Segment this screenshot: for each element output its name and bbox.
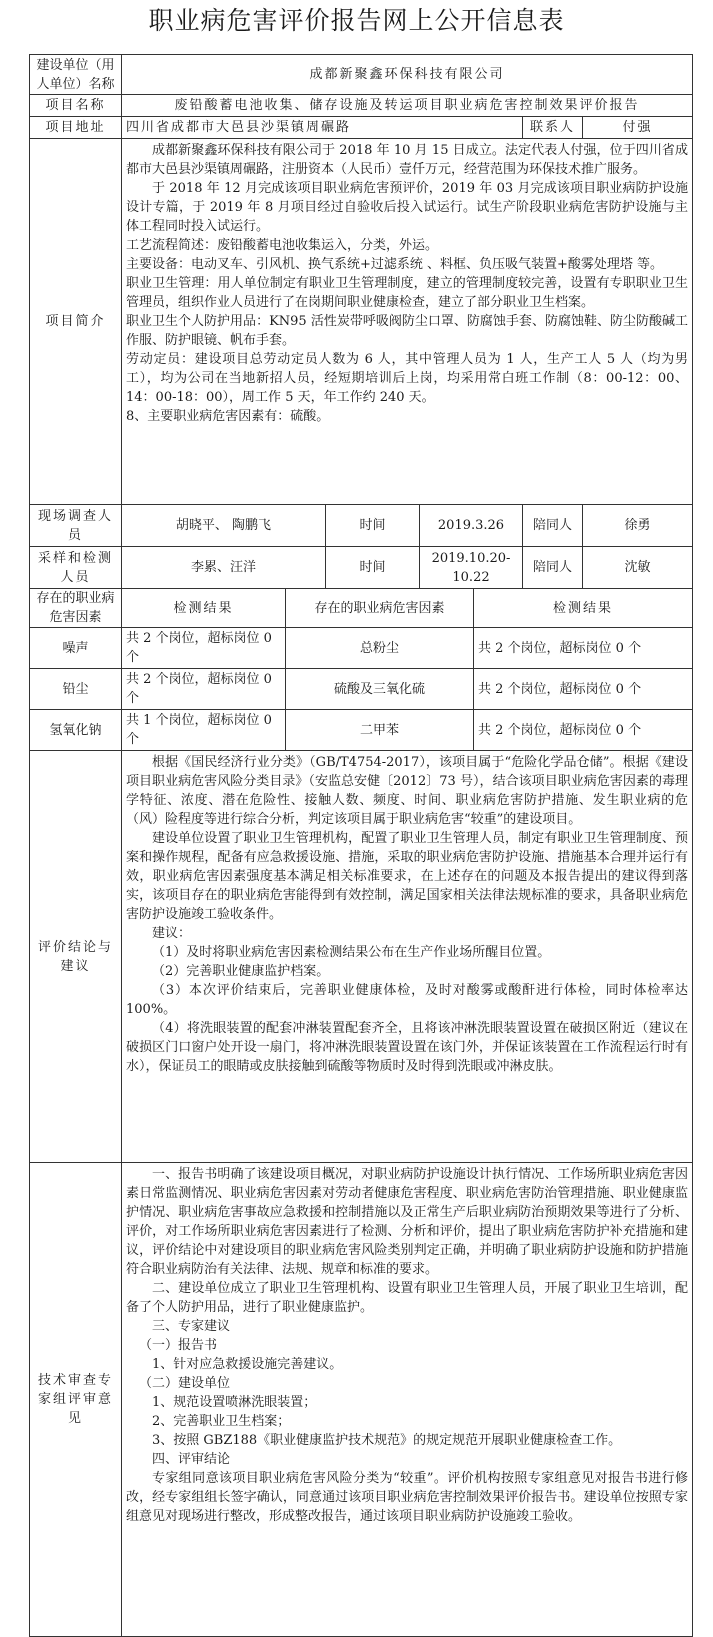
survey-label: 现场调查人员: [30, 505, 122, 547]
contact-label: 联系人: [523, 117, 583, 139]
page-title: 职业病危害评价报告网上公开信息表: [148, 6, 565, 35]
intro-content: [122, 139, 693, 505]
hazard-col-factor-2: 存在的职业病危害因素: [286, 589, 474, 628]
conclusion-paragraph: 根据《国民经济行业分类》（GB/T4754-2017），该项目属于“危险化学品仓储”。根据《建设项目职业病危害风险分类目录》（安监总安健〔2012〕73 号），结合该项目职业病危害因素的毒理学特征、浓度、潜在危险性、接触人数、频度、时间、职业病危害防护措施、发生职业病的危（风）险程度等进行综合分析，判定该项目属于职业病危害“较重”的建设项目。: [126, 755, 689, 827]
hazard-factor: 硫酸及三氧化硫: [286, 669, 474, 710]
review-paragraph: 2、完善职业卫生档案；: [152, 1414, 291, 1429]
review-paragraph: 三、专家建议: [152, 1319, 231, 1334]
review-row: [30, 1163, 693, 1637]
conclusion-paragraph: 建设单位设置了职业卫生管理机构，配置了职业卫生管理人员，制定有职业卫生管理制度、预案和操作规程，配备有应急救援设施、措施，采取的职业病危害防护设施、措施基本合理并运行有效，职业病危害因素强度基本满足相关标准要求，在上述存在的问题及本报告提出的建议得到落实，该项目存在的职业病危害能得到有效控制，满足国家相关法律法规标准的要求，具备职业病危害防护设施竣工验收条件。: [126, 831, 689, 922]
unit-value: 成都新聚鑫环保科技有限公司: [122, 55, 693, 95]
intro-paragraph: 工艺流程简述：废铅酸蓄电池收集运入，分类，外运。: [126, 238, 439, 253]
intro-paragraph: 成都新聚鑫环保科技有限公司于 2018 年 10 月 15 日成立。法定代表人付强，位于四川省成都市大邑县沙渠镇周碾路，注册资本（人民币）壹仟万元，经营范围为环保技术推广服务。: [126, 143, 689, 177]
hazard-col-factor: 存在的职业病危害因素: [30, 589, 122, 628]
survey-acc-label: 陪同人: [523, 505, 583, 547]
hazard-header-row: [30, 589, 693, 628]
hazard-col-result-2: 检测结果: [474, 589, 693, 628]
review-label: 技术审查专家组评审意见: [30, 1163, 122, 1637]
intro-paragraph: 职业卫生管理：用人单位制定有职业卫生管理制度，建立的管理制度较完善，设置有专职职业卫生管理员，组织作业人员进行了在岗期间职业健康检查，建立了部分职业卫生档案。: [126, 276, 689, 310]
hazard-factor: 总粉尘: [286, 628, 474, 669]
project-label: 项目名称: [30, 95, 122, 117]
intro-paragraph: 主要设备：电动叉车、引风机、换气系统+过滤系统 、料框、负压吸气装置+酸雾处理塔 等。: [126, 257, 664, 272]
unit-label: 建设单位（用人单位）名称: [30, 55, 122, 95]
hazard-factor: 氢氧化钠: [30, 710, 122, 751]
hazard-result: 共 2 个岗位，超标岗位 0 个: [474, 628, 693, 669]
address-value: 四川省成都市大邑县沙渠镇周碾路: [122, 117, 523, 139]
unit-row: [30, 55, 693, 95]
review-paragraph: 四、评审结论: [152, 1452, 231, 1467]
review-paragraph: 二、建设单位成立了职业卫生管理机构、设置有职业卫生管理人员，开展了职业卫生培训，配备了个人防护用品，进行了职业健康监护。: [126, 1281, 689, 1315]
sampling-people: 李累、汪洋: [122, 547, 326, 589]
suggestion-item: （3）本次评价结束后，完善职业健康体检，及时对酸雾或酸酐进行体检，同时体检率达 100%。: [126, 983, 689, 1017]
info-table: [29, 54, 693, 1637]
conclusion-label: 评价结论与建议: [30, 751, 122, 1163]
hazard-result: 共 1 个岗位，超标岗位 0 个: [122, 710, 286, 751]
conclusion-paragraph: 建议：: [152, 926, 192, 941]
survey-time: 2019.3.26: [420, 505, 523, 547]
survey-acc: 徐勇: [583, 505, 693, 547]
intro-paragraph: 劳动定员：建设项目总劳动定员人数为 6 人，其中管理人员为 1 人，生产工人 5 人（均为男工），均为公司在当地新招人员，经短期培训后上岗，均采用常白班工作制（8：00-12：00、14：00-18：00），周工作 5 天，年工作约 240 天。: [126, 352, 689, 405]
hazard-row: [30, 628, 693, 669]
hazard-factor: 二甲苯: [286, 710, 474, 751]
project-value: 废铅酸蓄电池收集、储存设施及转运项目职业病危害控制效果评价报告: [122, 95, 693, 117]
hazard-row: [30, 710, 693, 751]
hazard-result: 共 2 个岗位，超标岗位 0 个: [474, 710, 693, 751]
hazard-result: 共 2 个岗位，超标岗位 0 个: [122, 628, 286, 669]
hazard-factor: 噪声: [30, 628, 122, 669]
intro-label: 项目简介: [30, 139, 122, 505]
sampling-time-label: 时间: [326, 547, 420, 589]
review-paragraph: （二）建设单位: [139, 1376, 231, 1391]
suggestion-item: （4）将洗眼装置的配套冲淋装置配套齐全，且将该冲淋洗眼装置设置在破损区附近（建议在破损区门口窗户处开设一扇门，将冲淋洗眼装置设置在该门外，并保证该装置在工作流程运行时有水），保证员工的眼睛或皮肤接触到硫酸等物质时及时得到洗眼或冲淋皮肤。: [126, 1021, 689, 1074]
sampling-row: [30, 547, 693, 589]
hazard-row: [30, 669, 693, 710]
intro-paragraph: 于 2018 年 12 月完成该项目职业病危害预评价，2019 年 03 月完成该项目职业病防护设施设计专篇，于 2019 年 8 月项目经过自验收后投入试运行。试生产阶段职业病危害防护设施与主体工程同时投入试运行。: [126, 181, 689, 234]
address-row: [30, 117, 693, 139]
survey-people: 胡晓平、 陶鹏飞: [122, 505, 326, 547]
review-paragraph: 1、针对应急救援设施完善建议。: [152, 1357, 343, 1372]
sampling-acc-label: 陪同人: [523, 547, 583, 589]
contact-value: 付强: [583, 117, 693, 139]
survey-time-label: 时间: [326, 505, 420, 547]
project-row: [30, 95, 693, 117]
suggestion-item: （1）及时将职业病危害因素检测结果公布在生产作业场所醒目位置。: [152, 945, 551, 960]
hazard-factor: 铅尘: [30, 669, 122, 710]
conclusion-content: [122, 751, 693, 1163]
review-paragraph: 1、规范设置喷淋洗眼装置；: [152, 1395, 317, 1410]
hazard-col-result: 检测结果: [122, 589, 286, 628]
review-content: [122, 1163, 693, 1637]
sampling-acc: 沈敏: [583, 547, 693, 589]
review-paragraph: 专家组同意该项目职业病危害风险分类为“较重”。评价机构按照专家组意见对报告书进行修改，经专家组组长签字确认，同意通过该项目职业病危害控制效果评价报告书。建设单位按照专家组意见对现场进行整改，形成整改报告，通过该项目职业病防护设施竣工验收。: [126, 1471, 689, 1524]
sampling-label: 采样和检测人员: [30, 547, 122, 589]
intro-paragraph: 职业卫生个人防护用品：KN95 活性炭带呼吸阀防尘口罩、防腐蚀手套、防腐蚀鞋、防尘防酸碱工作服、防护眼镜、帆布手套。: [126, 314, 689, 348]
sampling-time: 2019.10.20-10.22: [420, 547, 523, 589]
hazard-result: 共 2 个岗位，超标岗位 0 个: [474, 669, 693, 710]
intro-row: [30, 139, 693, 505]
review-paragraph: 3、按照 GBZ188《职业健康监护技术规范》的规定规范开展职业健康检查工作。: [152, 1433, 622, 1448]
review-paragraph: 一、报告书明确了该建设项目概况，对职业病防护设施设计执行情况、工作场所职业病危害因素日常监测情况、职业病危害因素对劳动者健康危害程度、职业病危害防治管理措施、职业健康监护情况、职业病危害事故应急救援和控制措施以及正常生产后职业病防治预期效果等进行了分析、评价，对工作场所职业病危害因素进行了检测、分析和评价，提出了职业病危害防护补充措施和建议，评价结论中对建设项目的职业病危害风险类别判定正确，并明确了职业病防护设施和防护措施符合职业病防治有关法律、法规、规章和标准的要求。: [126, 1167, 689, 1277]
intro-paragraph: 8、主要职业病危害因素有：硫酸。: [126, 409, 330, 424]
hazard-result: 共 2 个岗位，超标岗位 0 个: [122, 669, 286, 710]
suggestion-item: （2）完善职业健康监护档案。: [152, 964, 330, 979]
address-label: 项目地址: [30, 117, 122, 139]
conclusion-row: [30, 751, 693, 1163]
review-paragraph: （一）报告书: [139, 1338, 218, 1353]
survey-row: [30, 505, 693, 547]
